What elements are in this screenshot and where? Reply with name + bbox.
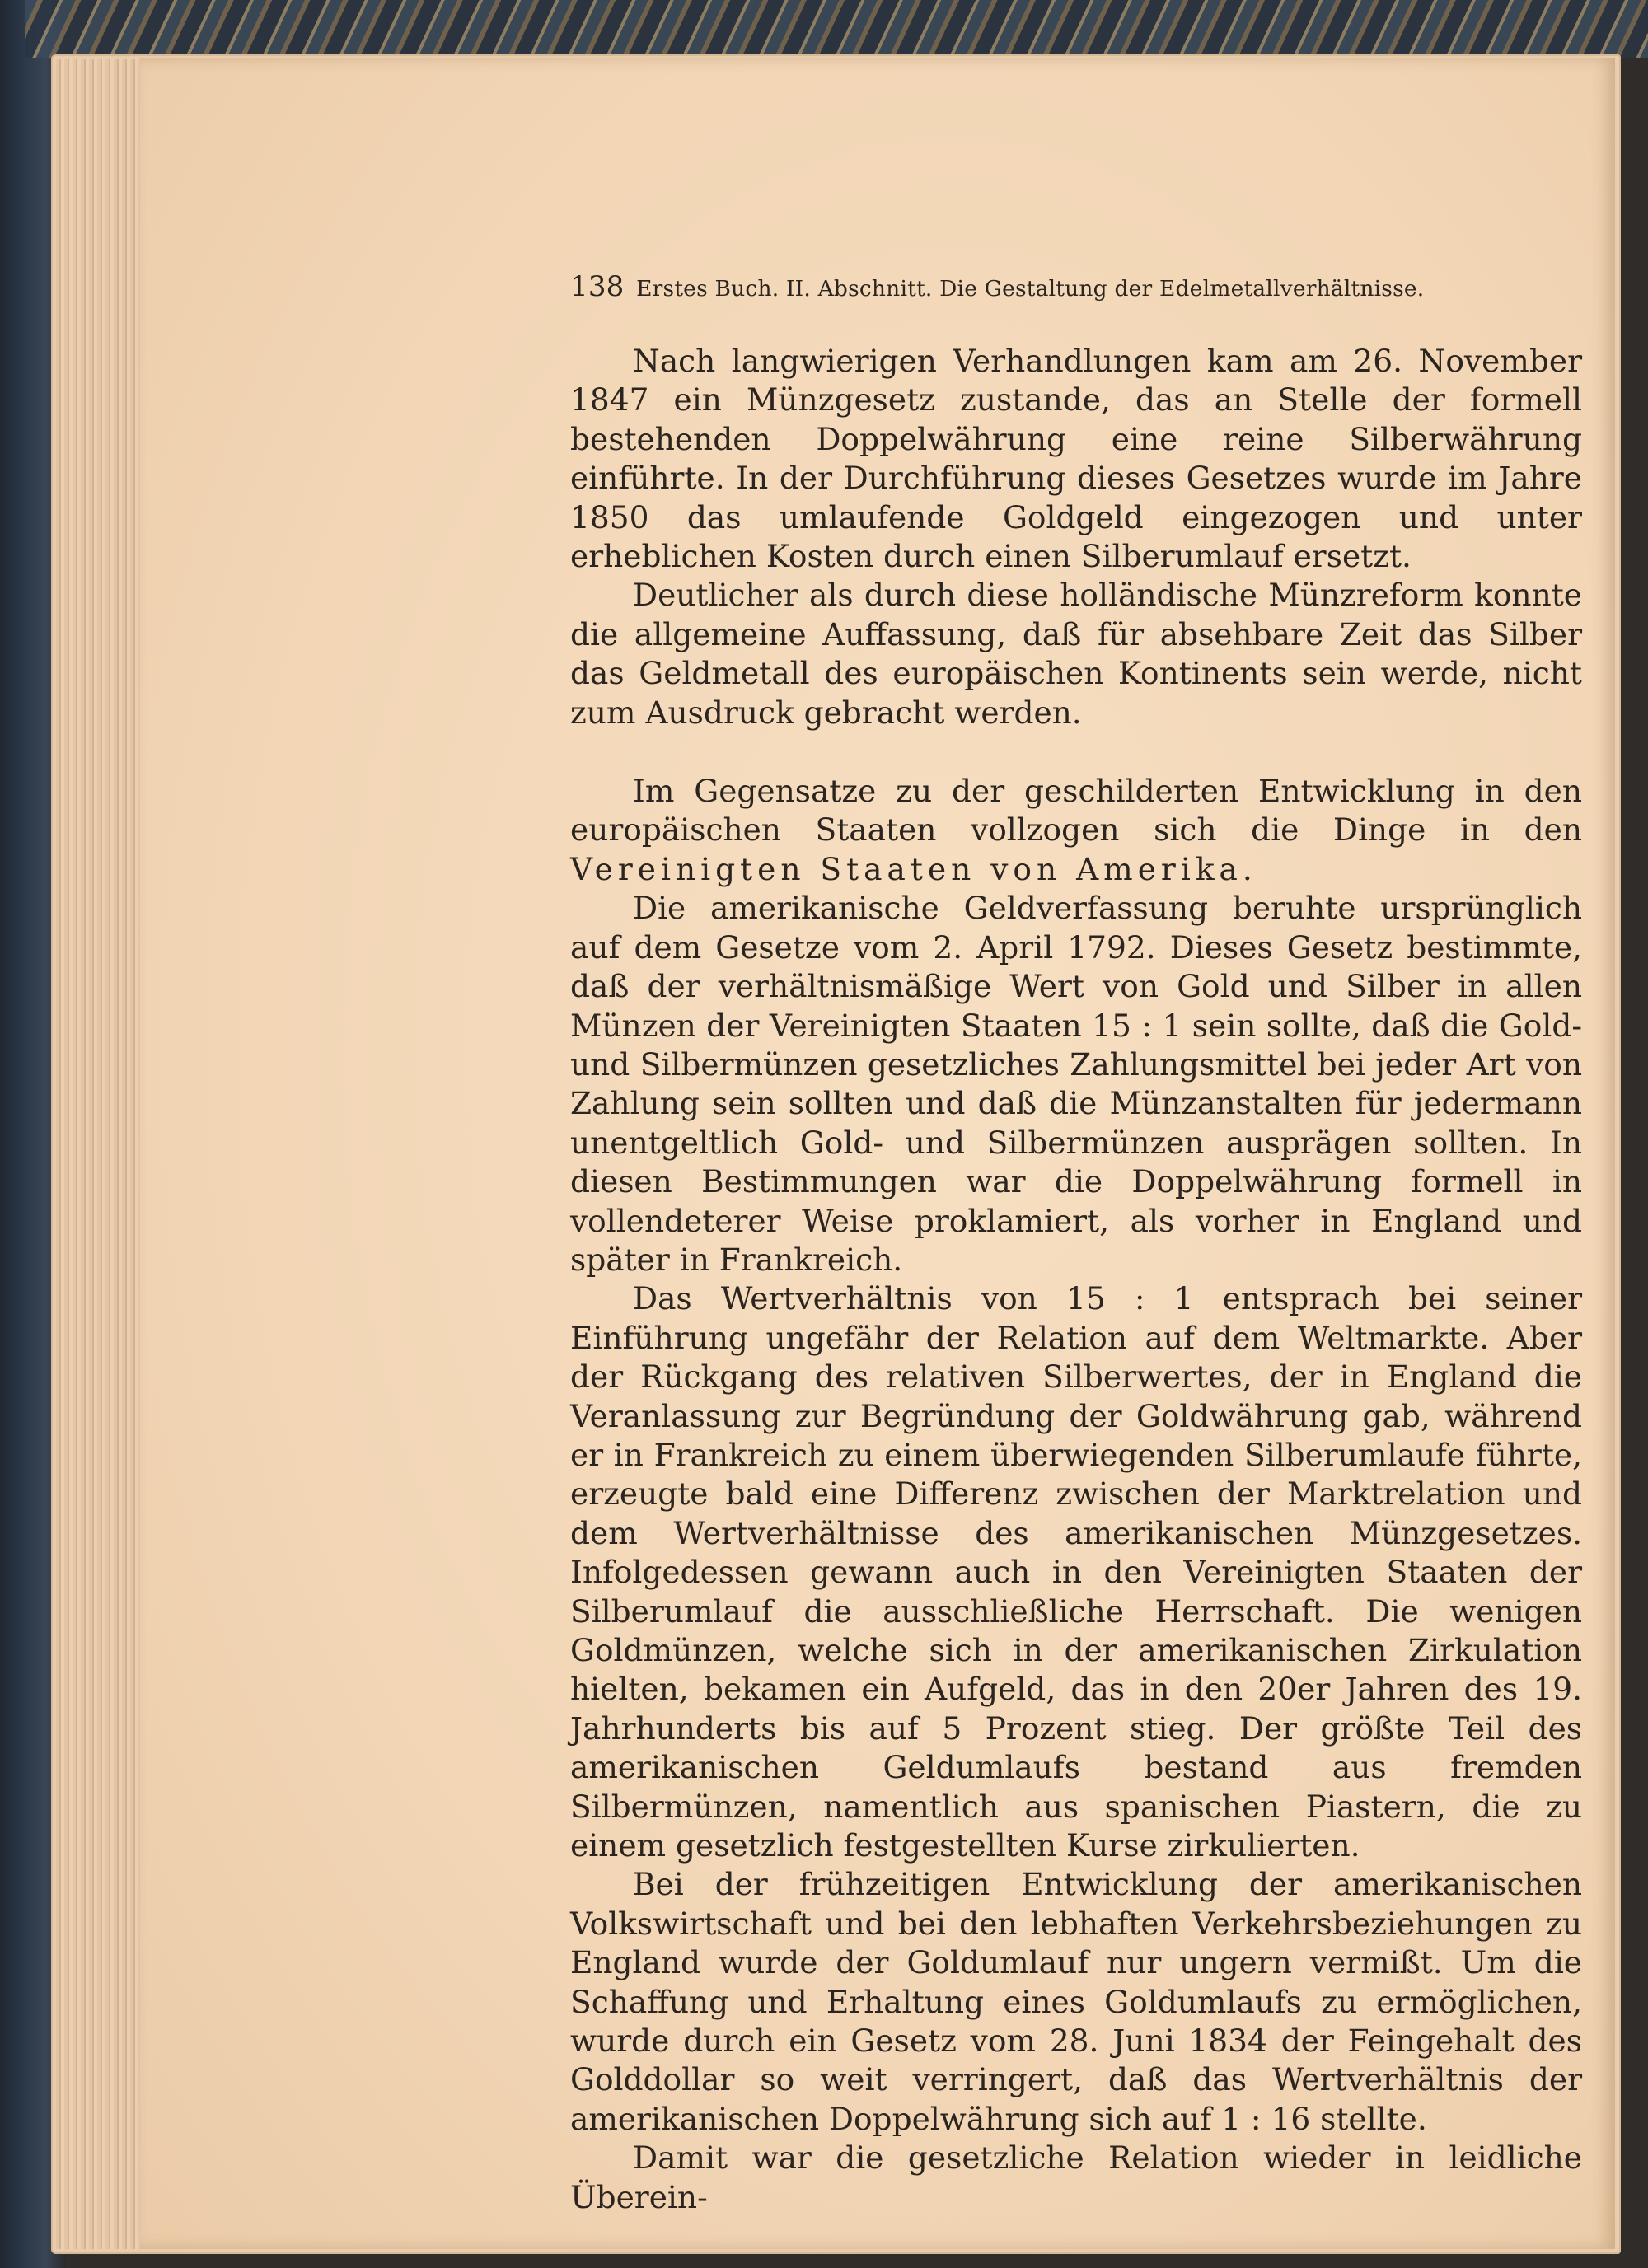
running-header bbox=[570, 270, 1582, 303]
paragraph-7: Damit war die gesetzliche Relation wieder in leidliche Überein- bbox=[570, 2139, 1582, 2215]
paragraph-5: Das Wertverhältnis von 15 : 1 entsprach bei seiner Einführung ungefähr der Relation auf dem Weltmarkte. Aber der Rückgang des relativen Silberwertes, der in England die Veranlassung zur Begründung der Goldwährung gab, während er in Frankreich zu einem überwiegenden Silberumlaufe führte, erzeugte bald eine Differenz zwischen der Marktrelation und dem Wertverhältnisse des amerikanischen Münzgesetzes. Infolgedessen gewann auch in den Vereinigten Staaten der Silberumlauf die ausschließliche Herrschaft. Die wenigen Goldmünzen, welche sich in der amerikanischen Zirkulation hielten, bekamen ein Aufgeld, das in den 20er Jahren des 19. Jahrhunderts bis auf 5 Prozent stieg. Der größte Teil des amerikanischen Geldumlaufs bestand aus fremden Silbermünzen, namentlich aus spanischen Piastern, die zu einem gesetzlich festgestellten Kurse zirkulierten. bbox=[570, 1280, 1582, 1864]
paragraph-1: Nach langwierigen Verhandlungen kam am 26. November 1847 ein Münzgesetz zustande, das an Stelle der formell bestehenden Doppelwährung eine reine Silberwährung einführte. In der Durchführung dieses Gesetzes wurde im Jahre 1850 das umlaufende Goldgeld eingezogen und unter erheblichen Kosten durch einen Silberumlauf ersetzt. bbox=[570, 343, 1582, 575]
paragraph-6: Bei der frühzeitigen Entwicklung der amerikanischen Volkswirtschaft und bei den lebhaften Verkehrsbeziehungen zu England wurde der Goldumlauf nur ungern vermißt. Um die Schaffung und Erhaltung eines Goldumlaufs zu ermöglichen, wurde durch ein Gesetz vom 28. Juni 1834 der Feingehalt des Golddollar so weit verringert, daß das Wertverhältnis der amerikanischen Doppelwährung sich auf 1 : 16 stellte. bbox=[570, 1866, 1582, 2137]
running-head-title: Erstes Buch. II. Abschnitt. Die Gestaltung der Edelmetallverhältnisse. bbox=[636, 276, 1425, 302]
body-text bbox=[570, 342, 1582, 2217]
paragraph-4: Die amerikanische Geldverfassung beruhte ursprünglich auf dem Gesetze vom 2. April 1792. Dieses Gesetz bestimmte, daß der verhältnismäßige Wert von Gold und Silber in allen Münzen der Vereinigten Staaten 15 : 1 sein sollte, daß die Gold- und Silbermünzen gesetzliches Zahlungsmittel bei jeder Art von Zahlung sein sollten und daß die Münzanstalten für jedermann unentgeltlich Gold- und Silbermünzen ausprägen sollten. In diesen Bestimmungen war die Doppelwährung formell in vollendeterer Weise proklamiert, als vorher in England und später in Frankreich. bbox=[570, 890, 1582, 1278]
marbled-endpaper-strip bbox=[25, 0, 1648, 58]
paragraph-3-emphasis: Vereinigten Staaten von Amerika bbox=[570, 850, 1243, 887]
paragraph-2: Deutlicher als durch diese holländische Münzreform konnte die allgemeine Auffassung, daß für absehbare Zeit das Silber das Geldmetall des europäischen Kontinents sein werde, nicht zum Ausdruck gebracht werden. bbox=[570, 577, 1582, 731]
paragraph-3-text: Im Gegensatze zu der geschilderten Entwicklung in den europäischen Staaten vollzogen sich die Dinge in den bbox=[570, 773, 1582, 849]
paragraph-3 bbox=[570, 772, 1582, 889]
page-number: 138 bbox=[570, 270, 625, 303]
page-sheet bbox=[140, 58, 1615, 2249]
paragraph-3-end: . bbox=[1242, 850, 1252, 887]
